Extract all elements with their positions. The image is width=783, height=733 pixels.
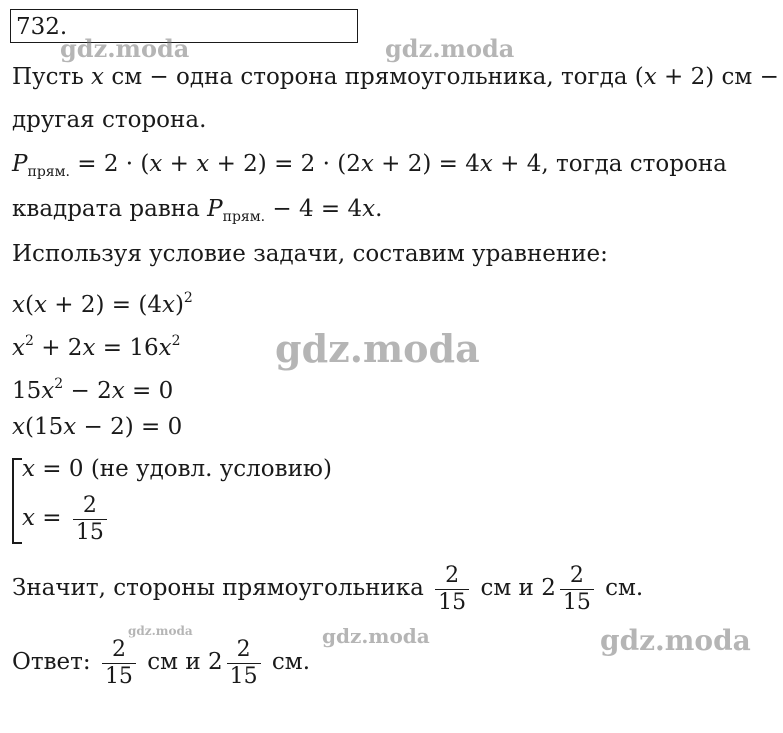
perimeter-line: $P_{прям.} = 2 \cdot (x + x + 2) = 2 \cdot (2x + 2) = 4x + 4$, тогда сторона — [12, 151, 727, 180]
text-line-5: Используя условие задачи, составим уравнение: — [12, 241, 608, 267]
text-line-1: Пусть x см − одна сторона прямоугольника, тогда (x + 2) см − — [12, 64, 779, 90]
fraction: $\frac{2}{15}$ — [73, 493, 107, 546]
square-side-line: квадрата равна $P_{прям.} - 4 = 4x$. — [12, 196, 383, 225]
text-line-2: другая сторона. — [12, 107, 207, 133]
watermark: gdz.moda — [322, 624, 430, 648]
fraction: $\frac{2}{15}$ — [560, 563, 594, 616]
watermark: gdz.moda — [600, 624, 751, 657]
watermark: gdz.moda — [60, 34, 190, 63]
case-1: x = 0 (не удовл. условию) — [22, 456, 332, 482]
fraction: $\frac{2}{15}$ — [435, 563, 469, 616]
watermark: gdz.moda — [385, 34, 515, 63]
fraction: $\frac{2}{15}$ — [102, 637, 136, 690]
watermark: gdz.moda — [275, 326, 480, 371]
equation-3: $15x^2 - 2x = 0$ — [12, 376, 174, 404]
equation-4: x(15x − 2) = 0 — [12, 414, 183, 440]
fraction: $\frac{2}{15}$ — [227, 637, 261, 690]
conclusion-line: Значит, стороны прямоугольника $\frac{2}{15}$ см и 2 $\frac{2}{15}$ см. — [12, 562, 644, 615]
equation-1: $x(x + 2) = (4x)^2$ — [12, 290, 193, 318]
case-2: x = $\frac{2}{15}$ — [22, 490, 111, 546]
answer-line: Ответ: $\frac{2}{15}$ см и 2 $\frac{2}{15}$ см. — [12, 636, 311, 689]
equation-2: $x^2 + 2x = 16x^2$ — [12, 333, 181, 361]
problem-number: 732. — [10, 9, 358, 43]
case-bracket — [12, 458, 22, 544]
watermark: gdz.moda — [128, 624, 193, 638]
